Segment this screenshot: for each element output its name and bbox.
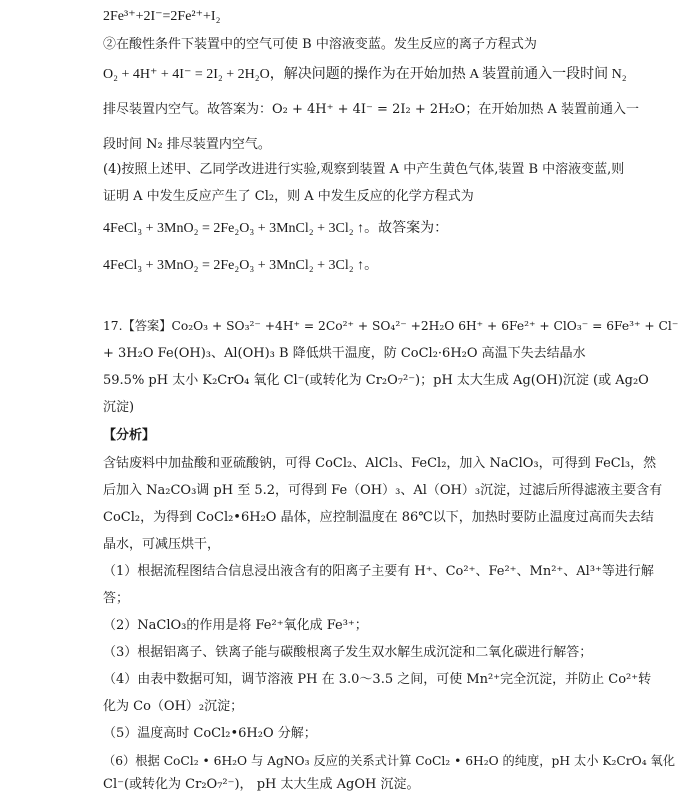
- equation-line: O₂ + 4H⁺ + 4I⁻ = 2I₂ + 2H₂O，解决问题的操作为在开始加热 A 装置前通入一段时间 N₂: [103, 67, 627, 82]
- text-line: ②在酸性条件下装置中的空气可使 B 中溶液变蓝。发生反应的离子方程式为: [103, 37, 537, 52]
- analysis-line: （6）根据 CoCl₂ • 6H₂O 与 AgNO₃ 反应的关系式计算 CoCl₂ • 6H₂O 的纯度，pH 太小 K₂CrO₄ 氧化: [103, 754, 676, 768]
- text-line: 段时间 N₂ 排尽装置内空气。: [103, 137, 271, 152]
- analysis-heading: 【分析】: [103, 428, 156, 443]
- answer-line: 沉淀): [103, 400, 135, 415]
- equation-line: 2Fe³⁺+2I⁻=2Fe²⁺+I₂: [103, 9, 221, 24]
- text-line: (4)按照上述甲、乙同学改进进行实验,观察到装置 A 中产生黄色气体,装置 B 中溶液变蓝,则: [103, 162, 625, 177]
- analysis-line: （4）由表中数据可知，调节溶液 PH 在 3.0～3.5 之间，可使 Mn²⁺完全沉淀，并防止 Co²⁺转: [103, 672, 652, 687]
- text-line: 证明 A 中发生反应产生了 Cl₂，则 A 中发生反应的化学方程式为: [103, 189, 474, 204]
- analysis-line: 后加入 Na₂CO₃调 pH 至 5.2，可得到 Fe（OH）₃、Al（OH）₃沉淀，过滤后所得滤液主要含有: [103, 483, 663, 498]
- answer-line: 59.5% pH 太小 K₂CrO₄ 氧化 Cl⁻(或转化为 Cr₂O₇²⁻)；pH 太大生成 Ag(OH)沉淀 (或 Ag₂O: [103, 373, 649, 388]
- analysis-line: （5）温度高时 CoCl₂•6H₂O 分解；: [103, 726, 317, 741]
- analysis-line: （3）根据铝离子、铁离子能与碳酸根离子发生双水解生成沉淀和二氧化碳进行解答；: [103, 645, 593, 660]
- equation-line: 4FeCl₃ + 3MnO₂ = 2Fe₂O₃ + 3MnCl₂ + 3Cl₂ ↑。: [103, 258, 379, 273]
- equation-line: 4FeCl₃ + 3MnO₂ = 2Fe₂O₃ + 3MnCl₂ + 3Cl₂ ↑。故答案为：: [103, 221, 449, 236]
- analysis-line: 答；: [103, 591, 130, 606]
- analysis-line: 晶水，可减压烘干，: [103, 537, 221, 552]
- answer-line: 17.【答案】Co₂O₃ + SO₃²⁻ +4H⁺ = 2Co²⁺ + SO₄²⁻ +2H₂O 6H⁺ + 6Fe²⁺ + ClO₃⁻ = 6Fe³⁺ + Cl⁻: [103, 319, 679, 333]
- analysis-line: CoCl₂，为得到 CoCl₂•6H₂O 晶体，应控制温度在 86℃以下，加热时要防止温度过高而失去结: [103, 510, 654, 525]
- analysis-line: 含钴废料中加盐酸和亚硫酸钠，可得 CoCl₂、AlCl₃、FeCl₂，加入 NaClO₃，可得到 FeCl₃，然: [103, 456, 657, 471]
- analysis-line: Cl⁻(或转化为 Cr₂O₇²⁻)， pH 太大生成 AgOH 沉淀。: [103, 777, 420, 792]
- analysis-line: （2）NaClO₃的作用是将 Fe²⁺氧化成 Fe³⁺；: [103, 618, 368, 633]
- text-line: 排尽装置内空气。故答案为：O₂ + 4H⁺ + 4I⁻ = 2I₂ + 2H₂O；在开始加热 A 装置前通入一: [103, 102, 639, 117]
- answer-line: + 3H₂O Fe(OH)₃、Al(OH)₃ B 降低烘干温度，防 CoCl₂·6H₂O 高温下失去结晶水: [103, 346, 586, 361]
- analysis-line: （1）根据流程图结合信息浸出液含有的阳离子主要有 H⁺、Co²⁺、Fe²⁺、Mn²⁺、Al³⁺等进行解: [103, 564, 654, 579]
- analysis-line: 化为 Co（OH）₂沉淀；: [103, 699, 244, 714]
